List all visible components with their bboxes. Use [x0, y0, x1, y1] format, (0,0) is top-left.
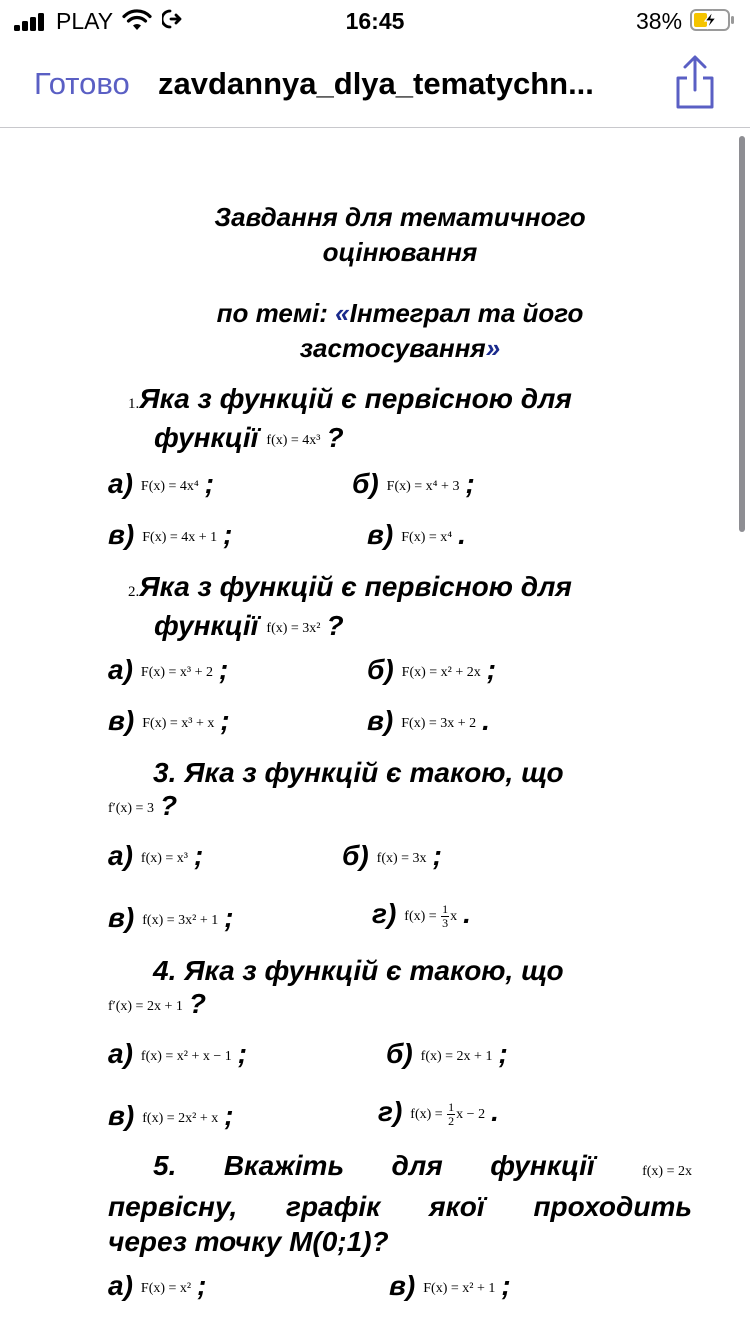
topic-heading: по темі: «Інтеграл та його застосування»: [216, 298, 584, 363]
share-button[interactable]: [672, 54, 718, 110]
q1-option-c: в) F(x) = 4x + 1 ;: [108, 519, 233, 550]
q4-option-c: в) f(x) = 2x² + x ;: [108, 1100, 234, 1131]
q4-option-b: б) f(x) = 2x + 1 ;: [386, 1038, 508, 1069]
q4-option-d: г) f(x) = $\frac{1}{2}$ x − 2 .: [378, 1096, 499, 1129]
question-3: 3. Яка з функцій є такою, що f′(x) = 3 ?: [108, 757, 564, 821]
battery-percent: 38%: [636, 8, 683, 34]
wifi-icon: [122, 9, 152, 31]
q3-option-c: в) f(x) = 3x² + 1 ;: [108, 902, 234, 933]
q5-option-a: а) F(x) = x² ;: [108, 1270, 207, 1301]
share-icon: [672, 54, 718, 110]
q2-option-a: а) F(x) = x³ + 2 ;: [108, 654, 229, 685]
signal-icon: [14, 13, 46, 31]
q2-option-c: в) F(x) = x³ + x ;: [108, 705, 230, 736]
battery-charging-icon: [690, 9, 736, 31]
q3-option-b: б) f(x) = 3x ;: [342, 840, 442, 871]
done-button[interactable]: Готово: [34, 66, 130, 101]
clock: 16:45: [345, 8, 405, 34]
navigation-bar: [0, 42, 750, 128]
q3-option-a: а) f(x) = x³ ;: [108, 840, 204, 871]
q1-option-b: б) F(x) = x⁴ + 3 ;: [352, 468, 475, 499]
q5-option-c: в) F(x) = x² + 1 ;: [389, 1270, 511, 1301]
document-heading: Завдання для тематичного оцінювання: [214, 202, 586, 267]
question-2: 2.Яка з функцій є первісною для функції f(x) = 3x² ?: [128, 571, 572, 641]
q2-option-b: б) F(x) = x² + 2x ;: [367, 654, 497, 685]
status-bar: [0, 0, 750, 42]
q2-option-d: в) F(x) = 3x + 2 .: [367, 705, 490, 736]
question-4: 4. Яка з функцій є такою, що f′(x) = 2x + 1 ?: [108, 955, 564, 1019]
document-page: [0, 130, 750, 1334]
q1-option-d: в) F(x) = x⁴ .: [367, 519, 466, 550]
question-5: 5. Вкажіть для функції f(x) = 2x первісну, графік якої проходить через точку М(0;1)?: [108, 1150, 692, 1257]
vpn-icon: [162, 8, 182, 30]
carrier-name: PLAY: [56, 8, 114, 34]
document-title: zavdannya_dlya_tematychn...: [158, 66, 594, 101]
q3-option-d: г) f(x) = $\frac{1}{3}$ x .: [372, 898, 471, 931]
question-1: 1.Яка з функцій є первісною для функції f(x) = 4x³ ?: [128, 383, 572, 453]
q4-option-a: а) f(x) = x² + x − 1 ;: [108, 1038, 248, 1069]
q1-option-a: а) F(x) = 4x⁴ ;: [108, 468, 215, 499]
